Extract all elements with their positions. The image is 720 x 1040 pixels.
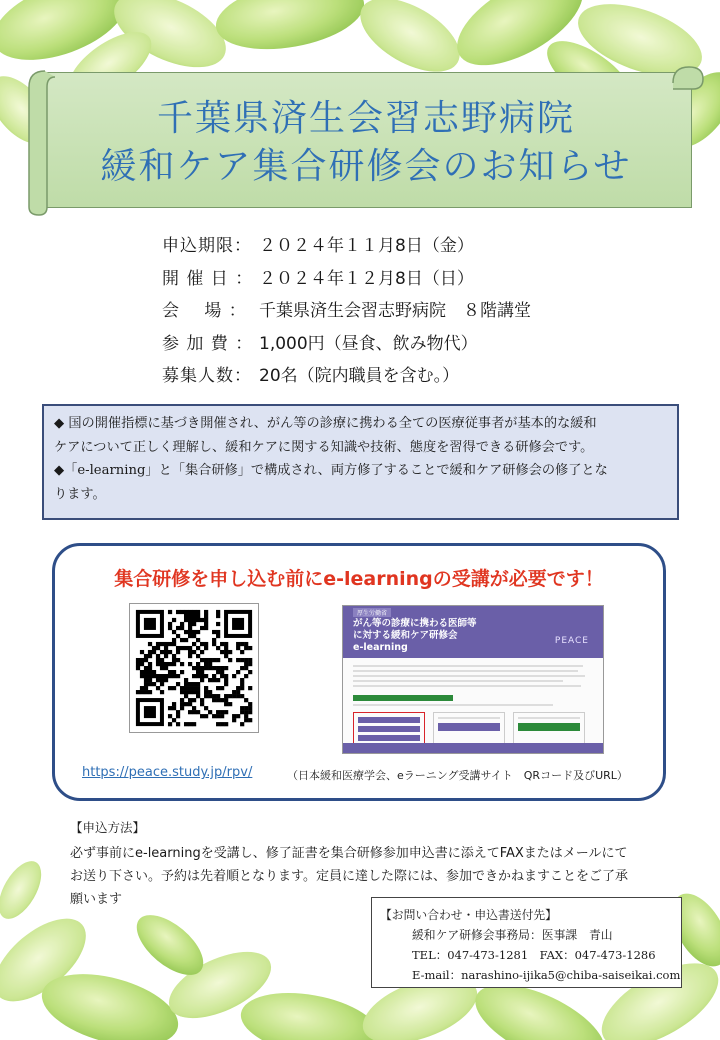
description-box (42, 404, 679, 520)
contact-email[interactable]: E-mail：narashino-ijika5@chiba-saiseikai.com (412, 968, 681, 982)
info-value: ２０２４年１１月8日（金） (259, 236, 474, 256)
screenshot-tag: 厚生労働省 (353, 608, 391, 617)
qr-code-icon[interactable] (129, 603, 259, 733)
title-line-2: 緩和ケア集合研修会のお知らせ (100, 146, 632, 187)
info-capacity (162, 360, 682, 393)
description-line: ◆「e-learning」と「集合研修」で構成され、両方修了することで緩和ケア研修会の修了とな (54, 463, 608, 478)
method-line: 必ず事前にe-learningを受講し、修了証書を集合研修参加申込書に添えてFAXまたはメールにて (70, 846, 628, 861)
description-line: ります。 (54, 486, 106, 502)
contact-tel-fax: TEL：047-473-1281 FAX：047-473-1286 (412, 948, 656, 962)
info-value: 20名（院内職員を含む。） (259, 366, 460, 386)
info-value: 千葉県済生会習志野病院 ８階講堂 (259, 301, 531, 321)
elearning-url-link[interactable]: https://peace.study.jp/rpv/ (82, 765, 253, 780)
method-line: お送り下さい。予約は先着順となります。定員に達した際には、参加できかねますことをご了承 (70, 869, 628, 884)
info-value: ２０２４年１２月8日（日） (259, 268, 474, 289)
contact-box (371, 897, 682, 988)
info-fee (162, 328, 682, 361)
screenshot-title-2: に対する緩和ケア研修会 (353, 630, 458, 641)
contact-office: 緩和ケア研修会事務局：医事課 青山 (412, 928, 613, 942)
info-label: 開 催 日 ： (162, 268, 254, 289)
info-label: 申込期限： (162, 236, 252, 256)
screenshot-header (343, 606, 603, 658)
description-line: ケアについて正しく理解し、緩和ケアに関する知識や技術、態度を習得できる研修会です。 (54, 439, 594, 455)
info-label: 会 場 ： (162, 301, 247, 321)
elearning-heading: 集合研修を申し込む前にe-learningの受講が必要です！ (114, 568, 604, 590)
info-date (162, 263, 682, 296)
screenshot-title (353, 618, 477, 654)
info-value: 1,000円（昼食、飲み物代） (259, 333, 478, 354)
method-heading: 【申込方法】 (70, 820, 146, 835)
title-banner (40, 72, 692, 208)
elearning-caption: （日本緩和医療学会、eラーニング受講サイト QRコード及びURL） (287, 769, 628, 782)
info-deadline (162, 230, 682, 263)
screenshot-title-3: e-learning (353, 642, 408, 653)
info-label: 募集人数： (162, 366, 252, 386)
event-info (162, 230, 682, 393)
title-line-1: 千葉県済生会習志野病院 (156, 98, 575, 139)
screenshot-title-1: がん等の診療に携わる医師等 (353, 618, 477, 629)
info-venue (162, 295, 682, 328)
description-line: ◆ 国の開催指標に基づき開催され、がん等の診療に携わる全ての医療従事者が基本的な緩和 (54, 416, 597, 431)
method-line: 願います (70, 892, 123, 907)
elearning-box (52, 543, 666, 801)
screenshot-body (343, 658, 603, 752)
page-title (41, 95, 691, 191)
info-label: 参 加 費 ： (162, 333, 254, 354)
screenshot-brand: PEACE (554, 636, 589, 646)
elearning-site-screenshot (342, 605, 604, 754)
contact-heading: 【お問い合わせ・申込書送付先】 (380, 908, 557, 922)
